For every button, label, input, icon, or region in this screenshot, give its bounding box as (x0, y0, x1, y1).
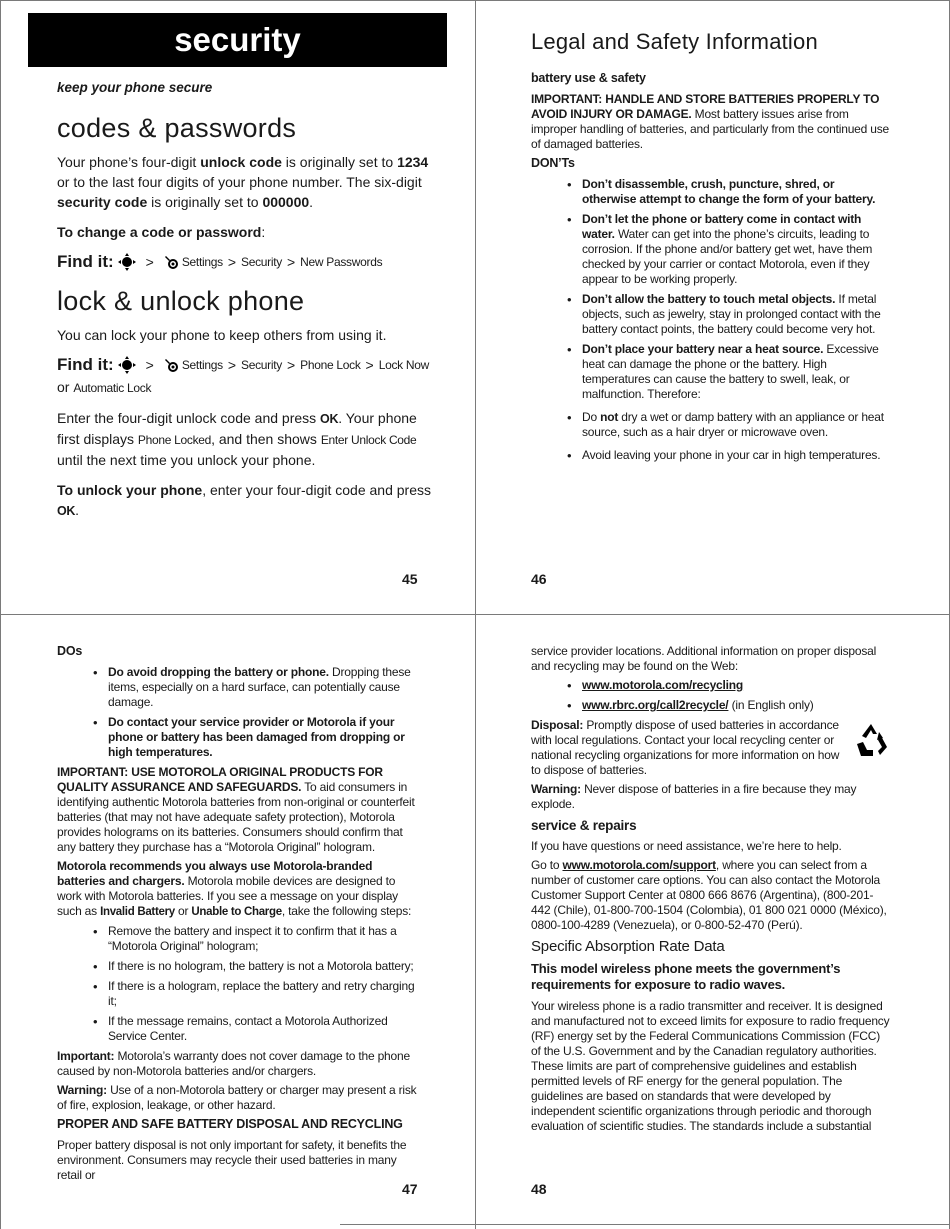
list-item: • Do avoid dropping the battery or phone. Dropping these items, especially on a hard surface, can potentially cause damage. (108, 665, 417, 710)
tagline: keep your phone secure (57, 80, 213, 95)
donts-list (531, 177, 891, 463)
list-item: • If there is a hologram, replace the battery and retry charging it; (108, 979, 417, 1009)
find-it-path-lock: Find it: > Settings > Security > Phone Lock > Lock Now (57, 355, 430, 374)
dos-heading: DOs (57, 644, 83, 658)
page-number-47: 47 (402, 1181, 418, 1197)
page-divider-horizontal (0, 614, 950, 615)
heading-codes-passwords: codes & passwords (57, 113, 297, 143)
page-number-45: 45 (402, 571, 418, 587)
recommends-paragraph: Motorola recommends you always use Motorola-branded batteries and chargers. Motorola mobile devices are designed to work with Motorola batteries. If you see a message on your display such as Invalid Battery or Unable to Charge, take the following steps: (57, 859, 412, 918)
list-item: • Do contact your service provider or Motorola if your phone or battery has been damaged from dropping or high temperatures. (108, 715, 417, 760)
links-list (531, 678, 891, 713)
section-header-bar: security (28, 13, 447, 67)
disposal-note: Disposal: Promptly dispose of used batteries in accordance with local regulations. Contact your local recycling center or national recycling organizations for more information on how to dispose of batteries. (531, 718, 840, 777)
list-item: • Don’t disassemble, crush, puncture, shred, or otherwise attempt to change the form of your battery. (582, 177, 891, 207)
important-note: Important: Motorola’s warranty does not cover damage to the phone caused by non-Motorola batteries and/or chargers. (57, 1049, 410, 1078)
sar-heading: Specific Absorption Rate Data (531, 938, 725, 955)
warning-note: Warning: Never dispose of batteries in a fire because they may explode. (531, 782, 857, 811)
settings-icon (163, 357, 179, 373)
heading-lock-unlock: lock & unlock phone (57, 286, 305, 316)
page-45-content (57, 76, 432, 529)
donts-heading: DON’Ts (531, 156, 575, 170)
steps-list (57, 924, 417, 1044)
enter-code-paragraph: Enter the four-digit unlock code and press OK. Your phone first displays Phone Locked, and then shows Enter Unlock Code until the next time you unlock your phone. (57, 410, 417, 468)
list-item: • If the message remains, contact a Motorola Authorized Service Center. (108, 1014, 417, 1044)
dos-list (57, 665, 417, 760)
sar-paragraph: Your wireless phone is a radio transmitter and receiver. It is designed and manufactured not to exceed limits for exposure to radio frequency (RF) energy set by the Federal Communications Commission (FCC) of the U.S. Government and by the Canadian regulatory authorities. These limits are part of comprehensive guidelines and establish permitted levels of RF energy for the general population. The guidelines are based on standards that were developed by independent scientific organizations through periodic and thorough evaluation of scientific studies. The standards include a substantial (531, 999, 890, 1133)
unlock-paragraph: To unlock your phone, enter your four-digit code and press OK. (57, 482, 431, 518)
lock-paragraph: You can lock your phone to keep others from using it. (57, 327, 387, 343)
nav-key-icon (118, 253, 136, 271)
page-46-content (531, 29, 891, 468)
disposal-heading: PROPER AND SAFE BATTERY DISPOSAL AND RECYCLING (57, 1117, 403, 1131)
page-number-48: 48 (531, 1181, 547, 1197)
list-item (582, 678, 891, 693)
list-item: • Don’t allow the battery to touch metal objects. If metal objects, such as jewelry, stay in prolonged contact with the battery contact points, the battery could become very hot. (582, 292, 891, 337)
service-paragraph-2: Go to www.motorola.com/support, where you can select from a number of customer care options. You can also contact the Motorola Customer Support Center at 0800 666 8676 (Argentina), (800-201-442 (Chile), 01-800-700-1504 (Colombia), 01 800 021 0000 (México), 0800-100-4289 (Venezuela), or 0-800-52-470 (Perú). (531, 858, 887, 932)
service-paragraph-1: If you have questions or need assistance, we’re here to help. (531, 839, 842, 853)
list-item: • Don’t let the phone or battery come in contact with water. Water can get into the phone’s circuits, leading to corrosion. If the phone and/or battery get wet, have them checked by your carrier or contact Motorola, even if they appear to be working properly. (582, 212, 891, 287)
list-item: • Avoid leaving your phone in your car in high temperatures. (582, 448, 891, 463)
find-it-path-passwords: Find it: > Settings > Security > New Passwords (57, 252, 383, 271)
page-47-content (57, 644, 417, 1187)
important-paragraph: IMPORTANT: HANDLE AND STORE BATTERIES PROPERLY TO AVOID INJURY OR DAMAGE. Most battery issues arise from improper handling of batteries, and particularly from the continued use of damaged batteries. (531, 92, 890, 151)
rbrc-link[interactable]: www.rbrc.org/call2recycle/ (582, 698, 729, 712)
recycling-link[interactable]: www.motorola.com/recycling (582, 678, 744, 692)
list-item: • www.rbrc.org/call2recycle/ (in English only) (582, 698, 891, 713)
battery-heading: battery use & safety (531, 71, 646, 85)
list-item: • If there is no hologram, the battery is not a Motorola battery; (108, 959, 417, 974)
continued-paragraph: service provider locations. Additional information on proper disposal and recycling may be found on the Web: (531, 644, 877, 673)
disposal-paragraph: Proper battery disposal is not only important for safety, it benefits the environment. Consumers may recycle their used batteries in many retail or (57, 1138, 407, 1182)
warning-note: Warning: Use of a non-Motorola battery or charger may present a risk of fire, explosion, leakage, or other hazard. (57, 1083, 417, 1112)
support-link[interactable]: www.motorola.com/support (562, 858, 716, 872)
page-number-46: 46 (531, 571, 547, 587)
page-divider-bottom (340, 1224, 950, 1225)
recycle-icon (851, 720, 891, 760)
page-title: Legal and Safety Information (531, 29, 818, 54)
sar-bold-statement: This model wireless phone meets the government’s requirements for exposure to radio waves. (531, 961, 841, 992)
list-item: • Don’t place your battery near a heat source. Excessive heat can damage the phone or the battery. High temperatures can cause the battery to swell, leak, or malfunction. Therefore: (582, 342, 891, 402)
page-48-content (531, 644, 891, 1138)
automatic-lock-line: or Automatic Lock (57, 379, 152, 395)
codes-paragraph: Your phone’s four-digit unlock code is originally set to 1234 or to the last four digits of your phone number. The six-digit security code is originally set to 000000. (57, 154, 429, 210)
original-products-paragraph: IMPORTANT: USE MOTOROLA ORIGINAL PRODUCTS FOR QUALITY ASSURANCE AND SAFEGUARDS. To aid consumers in identifying authentic Motorola batteries from non-original or counterfeit batteries (that may not have adequate safety protection), Motorola provides holograms on its batteries. Consumers should confirm that any battery they purchase has a “Motorola Original” hologram. (57, 765, 415, 854)
list-item: • Remove the battery and inspect it to confirm that it has a “Motorola Original” hologram; (108, 924, 417, 954)
service-heading: service & repairs (531, 818, 637, 833)
change-code-label: To change a code or password: (57, 224, 266, 240)
list-item: • Do not dry a wet or damp battery with an appliance or heat source, such as a hair dryer or microwave oven. (582, 410, 891, 440)
settings-icon (163, 254, 179, 270)
nav-key-icon (118, 356, 136, 374)
